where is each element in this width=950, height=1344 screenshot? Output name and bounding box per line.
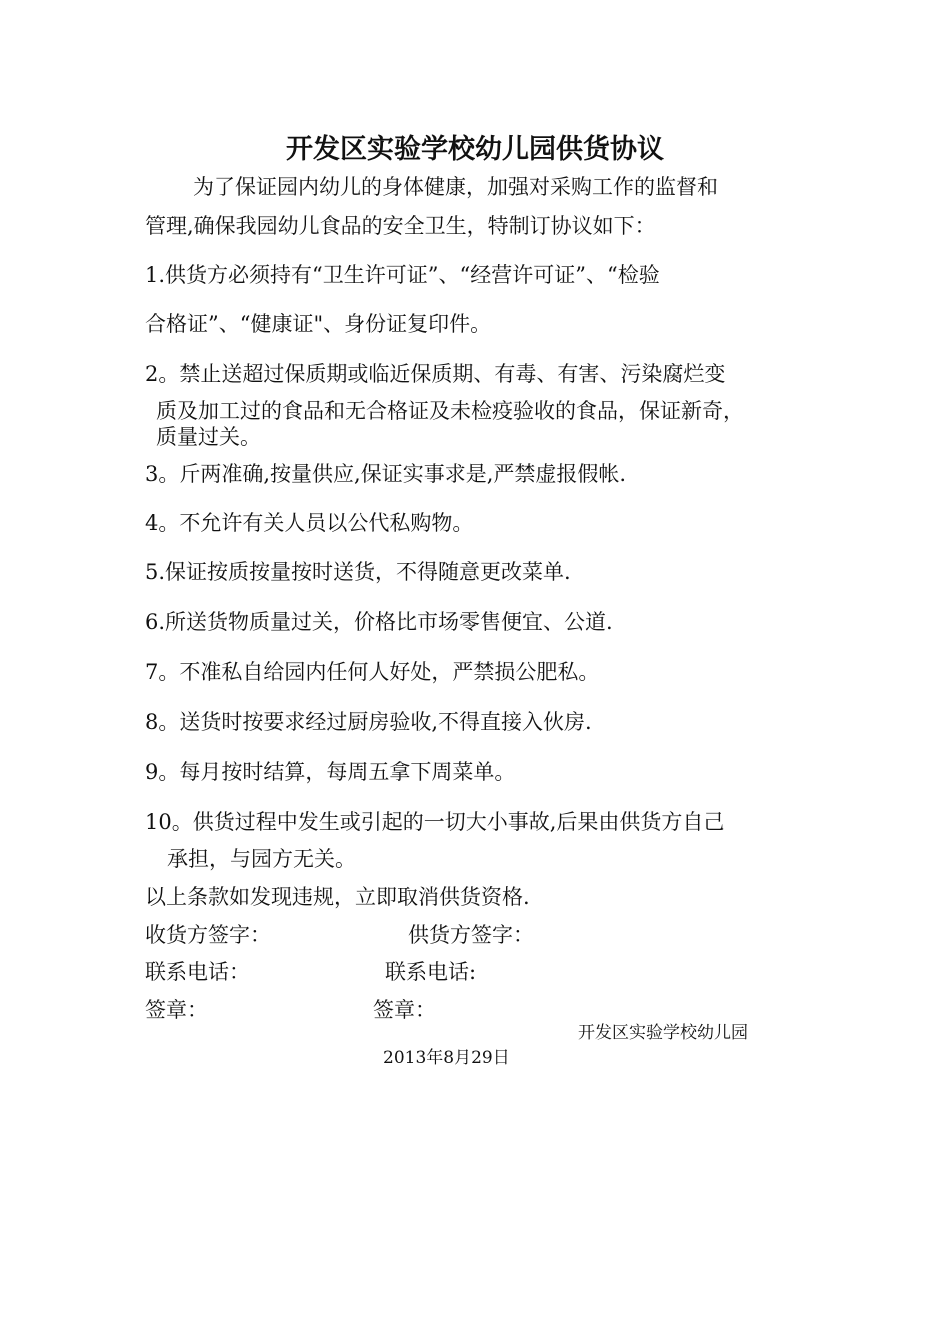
receiver-signature-label: 收货方签字： xyxy=(145,923,271,947)
clause-1-line-2: 合格证”、“健康证"、身份证复印件。 xyxy=(145,312,492,336)
clause-6: 6.所送货物质量过关，价格比市场零售便宜、公道. xyxy=(145,610,613,634)
clause-3: 3。斤两准确,按量供应,保证实事求是,严禁虚报假帐. xyxy=(145,462,627,486)
document-title: 开发区实验学校幼儿园供货协议 xyxy=(286,134,664,165)
intro-line-1: 为了保证园内幼儿的身体健康，加强对采购工作的监督和 xyxy=(193,175,718,199)
clause-9: 9。每月按时结算，每周五拿下周菜单。 xyxy=(145,760,516,784)
intro-line-2: 管理,确保我园幼儿食品的安全卫生，特制订协议如下： xyxy=(145,214,656,238)
issuer-name: 开发区实验学校幼儿园 xyxy=(578,1023,748,1043)
closing-statement: 以上条款如发现违规，立即取消供货资格. xyxy=(145,885,530,909)
clause-2-line-2: 质及加工过的食品和无合格证及未检疫验收的食品，保证新奇， xyxy=(156,399,744,423)
clause-5: 5.保证按质按量按时送货，不得随意更改菜单. xyxy=(145,560,571,584)
clause-7: 7。不准私自给园内任何人好处，严禁损公肥私。 xyxy=(145,660,600,684)
clause-10-line-1: 10。供货过程中发生或引起的一切大小事故,后果由供货方自己 xyxy=(145,810,725,834)
clause-1-line-1: 1.供货方必须持有“卫生许可证”、“经营许可证”、“检验 xyxy=(145,263,660,287)
clause-4: 4。不允许有关人员以公代私购物。 xyxy=(145,511,474,535)
clause-2-line-1: 2。禁止送超过保质期或临近保质期、有毒、有害、污染腐烂变 xyxy=(145,362,726,386)
supplier-signature-label: 供货方签字： xyxy=(408,923,534,947)
clause-10-line-2: 承担，与园方无关。 xyxy=(167,847,356,871)
receiver-phone-label: 联系电话： xyxy=(145,960,250,984)
document-date: 2013年8月29日 xyxy=(383,1048,510,1068)
supplier-seal-label: 签章： xyxy=(373,998,436,1022)
clause-8: 8。送货时按要求经过厨房验收,不得直接入伙房. xyxy=(145,710,592,734)
clause-2-line-3: 质量过关。 xyxy=(156,425,261,449)
receiver-seal-label: 签章： xyxy=(145,998,208,1022)
supplier-phone-label: 联系电话: xyxy=(385,960,477,984)
